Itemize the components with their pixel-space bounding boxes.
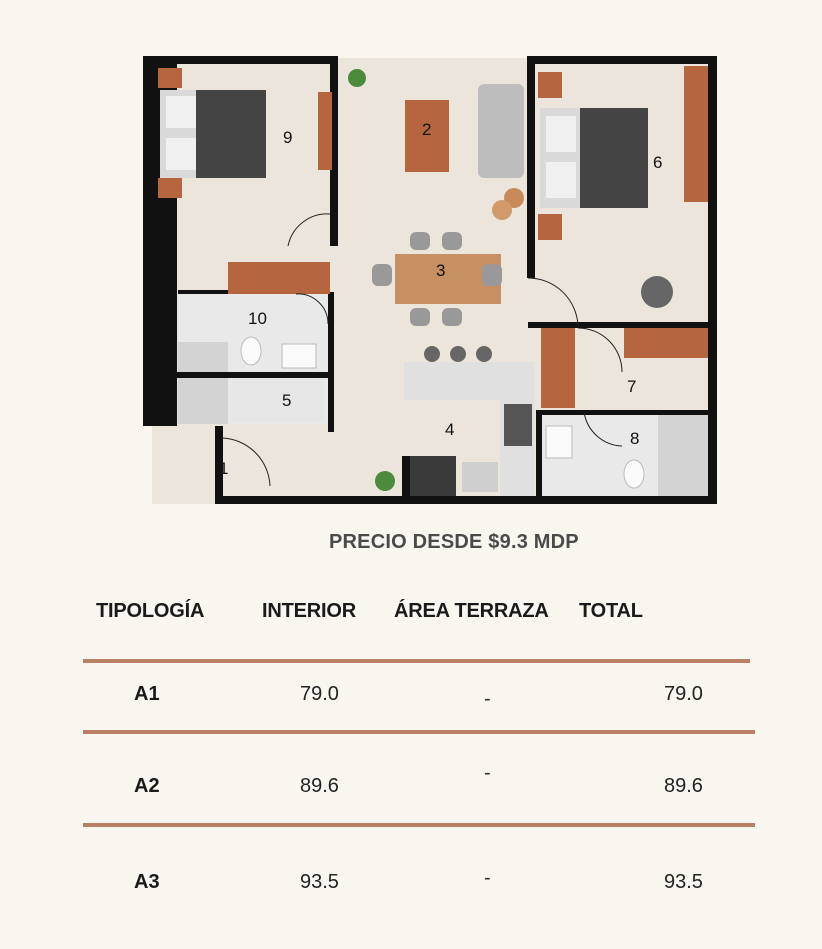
cell-total: 79.0 <box>664 683 703 705</box>
room-number-8: 8 <box>630 429 640 448</box>
table-rule <box>83 659 750 663</box>
table-rule <box>83 730 755 734</box>
stool <box>492 200 512 220</box>
cell-terraza: - <box>484 867 491 889</box>
header-interior: INTERIOR <box>262 600 356 622</box>
header-total: TOTAL <box>579 600 643 622</box>
plant-2 <box>348 69 366 87</box>
cell-total: 89.6 <box>664 775 703 797</box>
armchair-6 <box>641 276 673 308</box>
toilet-10 <box>241 337 261 365</box>
sink-10 <box>282 344 316 368</box>
wardrobe-9 <box>228 262 330 294</box>
tv-9 <box>318 92 332 170</box>
room-number-5: 5 <box>282 391 292 410</box>
table-rule <box>83 823 755 827</box>
cell-total: 93.5 <box>664 871 703 893</box>
room-number-10: 10 <box>248 309 267 328</box>
cell-interior: 93.5 <box>300 871 339 893</box>
room-number-9: 9 <box>283 128 293 147</box>
wardrobe-7a <box>541 328 575 408</box>
toilet-8 <box>624 460 644 488</box>
room-number-2: 2 <box>422 120 432 139</box>
sink-8 <box>546 426 572 458</box>
room-number-6: 6 <box>653 153 663 172</box>
vanity-6 <box>684 66 708 202</box>
room-number-7: 7 <box>627 377 637 396</box>
room-number-4: 4 <box>445 420 455 439</box>
laundry-5 <box>232 376 324 422</box>
cell-model: A2 <box>134 775 160 797</box>
room-number-3: 3 <box>436 261 446 280</box>
cell-interior: 79.0 <box>300 683 339 705</box>
shower-10 <box>178 342 228 424</box>
header-tipologia: TIPOLOGÍA <box>96 600 205 622</box>
wardrobe-7b <box>624 328 708 358</box>
price-label: PRECIO DESDE $9.3 MDP <box>329 531 579 553</box>
cell-terraza: - <box>484 688 491 710</box>
cell-interior: 89.6 <box>300 775 339 797</box>
shower-8 <box>658 412 708 498</box>
sofa <box>478 84 524 178</box>
room-number-1: 1 <box>219 459 229 478</box>
cell-model: A3 <box>134 871 160 893</box>
cell-terraza: - <box>484 762 491 784</box>
header-terraza: ÁREA TERRAZA <box>394 600 549 622</box>
cell-model: A1 <box>134 683 160 705</box>
